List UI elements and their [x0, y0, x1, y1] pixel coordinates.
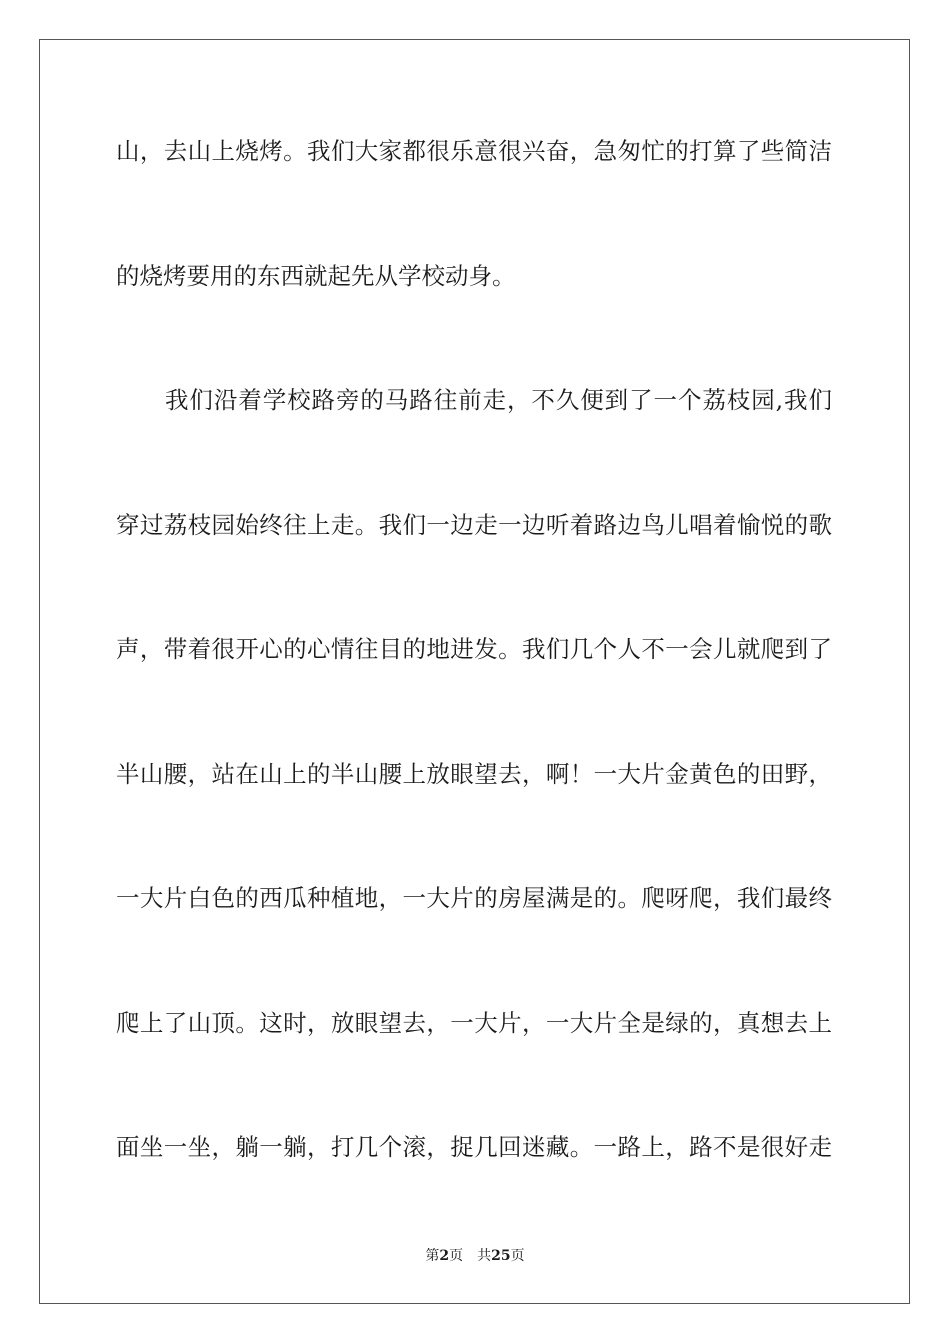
total-pages: 25 — [491, 1248, 511, 1264]
paragraph-line: 我们沿着学校路旁的马路往前走，不久便到了一个荔枝园,我们 — [165, 386, 832, 414]
paragraph-line: 山，去山上烧烤。我们大家都很乐意很兴奋，急匆忙的打算了些简洁 — [116, 137, 832, 165]
page-number: 2 — [439, 1248, 450, 1264]
paragraph-line: 的烧烤要用的东西就起先从学校动身。 — [116, 262, 516, 290]
total-prefix: 共 — [477, 1248, 492, 1264]
paragraph-line: 爬上了山顶。这时，放眼望去，一大片，一大片全是绿的，真想去上 — [116, 1009, 832, 1037]
page-prefix: 第 — [425, 1248, 440, 1264]
page-suffix: 页 — [449, 1248, 464, 1264]
paragraph-line: 面坐一坐，躺一躺，打几个滚，捉几回迷藏。一路上，路不是很好走 — [116, 1133, 832, 1161]
total-suffix: 页 — [510, 1248, 525, 1264]
page-footer — [0, 1247, 950, 1265]
paragraph-line: 半山腰，站在山上的半山腰上放眼望去，啊！一大片金黄色的田野， — [116, 760, 832, 788]
paragraph-line: 声，带着很开心的心情往目的地进发。我们几个人不一会儿就爬到了 — [116, 635, 832, 663]
paragraph-line: 穿过荔枝园始终往上走。我们一边走一边听着路边鸟儿唱着愉悦的歌 — [116, 511, 832, 539]
paragraph-line: 一大片白色的西瓜种植地，一大片的房屋满是的。爬呀爬，我们最终 — [116, 884, 832, 912]
page-border — [39, 39, 910, 1304]
